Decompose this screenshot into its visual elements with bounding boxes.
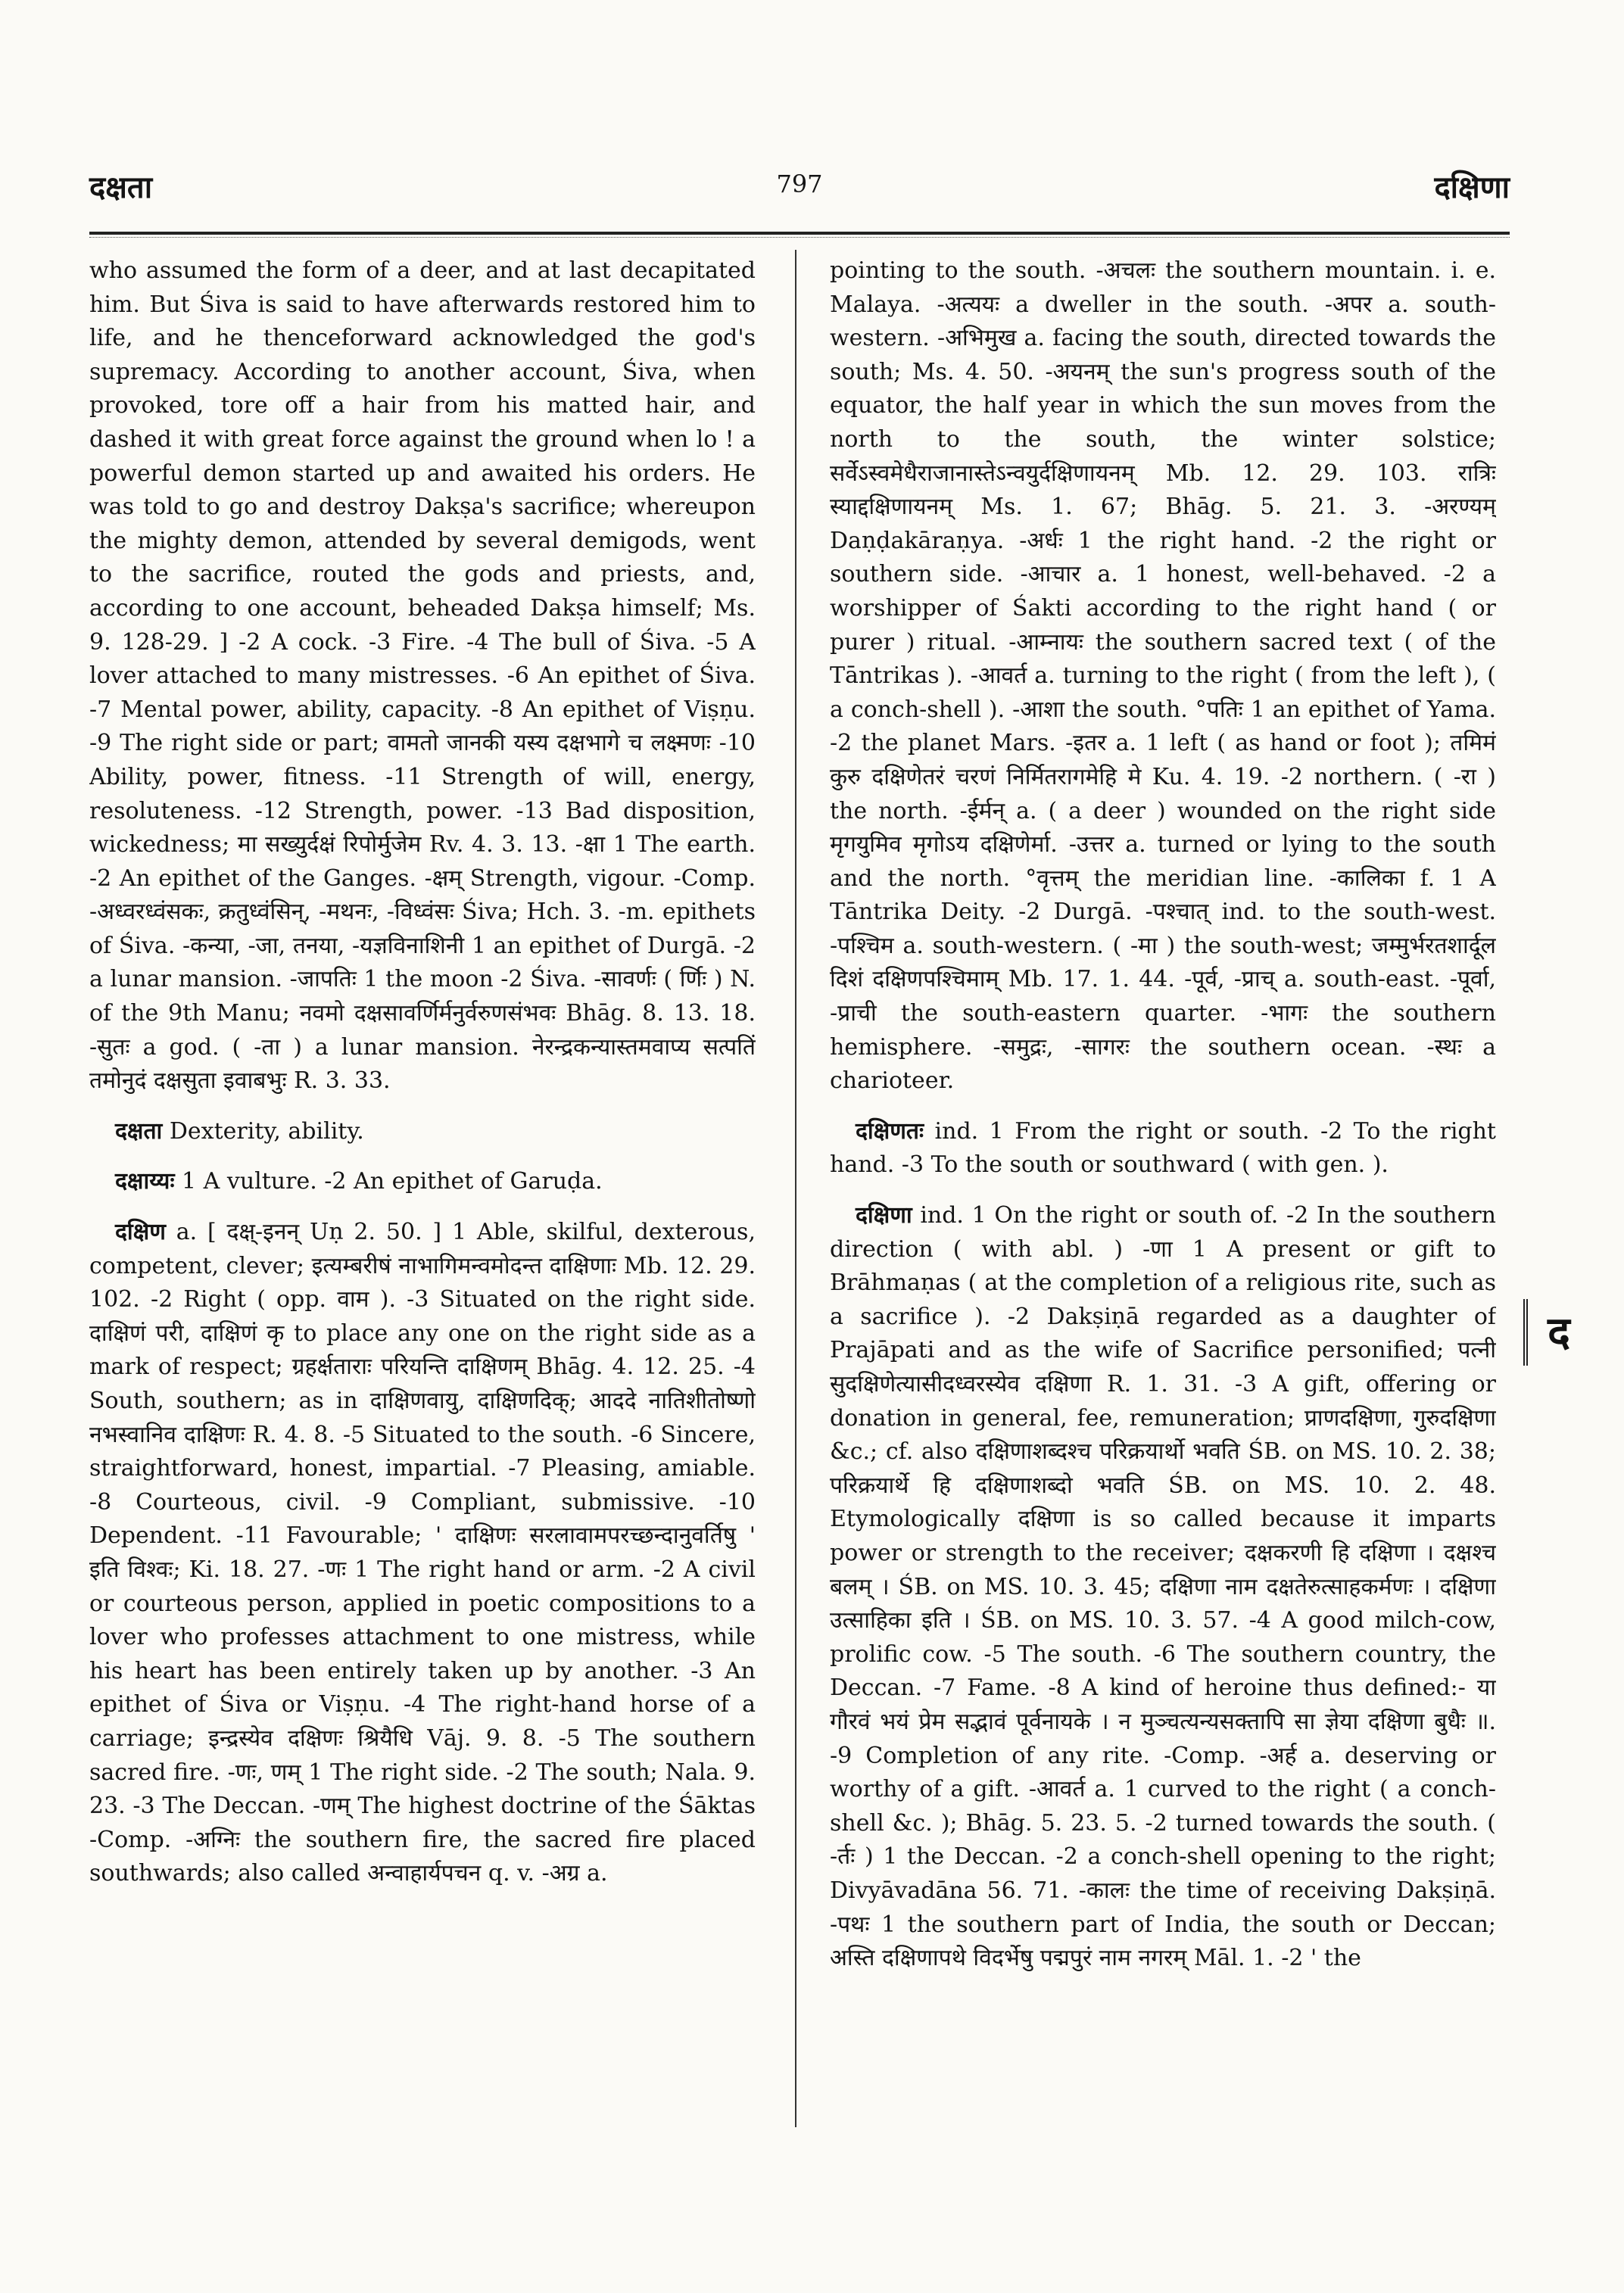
entry-headword: दक्षिणतः: [856, 1117, 924, 1145]
dictionary-entry: [89, 1216, 756, 1891]
dictionary-entry: [89, 1115, 756, 1149]
entry-text: pointing to the south. -अचलः the southern mountain. i. e. Malaya. -अत्ययः a dweller in the south. -अपर a. south-western. -अभिमुख a. facing the south, directed towards the south; Ms. 4. 50. -अयनम् the sun's progress south of the equator, the half year in which the sun moves from the north to the south, the winter solstice; सर्वेऽस्वमेधैराजानास्तेऽन्वयुर्दक्षिणायनम् Mb. 12. 29. 103. रात्रिः स्याद्दक्षिणायनम् Ms. 1. 67; Bhāg. 5. 21. 3. -अरण्यम् Daṇḍakāraṇya. -अर्धः 1 the right hand. -2 the right or southern side. -आचार a. 1 honest, well-behaved. -2 a worshipper of Śakti according to the right hand ( or purer ) ritual. -आम्नायः the southern sacred text ( of the Tāntrikas ). -आवर्त a. turning to the right ( from the left ), ( a conch-shell ). -आशा the south. °पतिः 1 an epithet of Yama. -2 the planet Mars. -इतर a. 1 left ( as hand or foot ); तमिमं कुरु दक्षिणेतरं चरणं निर्मितरागमेहि मे Ku. 4. 19. -2 northern. ( -रा ) the north. -ईर्मन् a. ( a deer ) wounded on the right side मृगयुमिव मृगोऽय दक्षिणेर्मा. -उत्तर a. turned or lying to the south and the north. °वृत्तम् the meridian line. -कालिका f. 1 A Tāntrika Deity. -2 Durgā. -पश्चात् ind. to the south-west. -पश्चिम a. south-western. ( -मा ) the south-west; जम्मुर्भरतशार्दूल दिशं दक्षिणपश्चिमाम् Mb. 17. 1. 44. -पूर्व, -प्राच् a. south-east. -पूर्वा, -प्राची the south-eastern quarter. -भागः the southern hemisphere. -समुद्रः, -सागरः the southern ocean. -स्थः a charioteer.: [830, 257, 1496, 1095]
entry-text: who assumed the form of a deer, and at last decapitated him. But Śiva is said to have afterwards restored him to life, and he thenceforward acknowledged the god's supremacy. According to another account, Śiva, when provoked, tore off a hair from his matted hair, and dashed it with great force against the ground when lo ! a powerful demon started up and awaited his orders. He was told to go and destroy Dakṣa's sacrifice; whereupon the mighty demon, attended by several demigods, went to the sacrifice, routed the gods and priests, and, according to one account, beheaded Dakṣa himself; Ms. 9. 128-29. ] -2 A cock. -3 Fire. -4 The bull of Śiva. -5 A lover attached to many mistresses. -6 An epithet of Śiva. -7 Mental power, ability, capacity. -8 An epithet of Viṣṇu. -9 The right side or part; वामतो जानकी यस्य दक्षभागे च लक्ष्मणः -10 Ability, power, fitness. -11 Strength of will, energy, resoluteness. -12 Strength, power. -13 Bad disposition, wickedness; मा सख्युर्दक्षं रिपोर्मुजेम Rv. 4. 3. 13. -क्षा 1 The earth. -2 An epithet of the Ganges. -क्षम् Strength, vigour. -Comp. -अध्वरध्वंसकः, क्रतुध्वंसिन्, -मथनः, -विध्वंसः Śiva; Hch. 3. -m. epithets of Śiva. -कन्या, -जा, तनया, -यज्ञविनाशिनी 1 an epithet of Durgā. -2 a lunar mansion. -जापतिः 1 the moon -2 Śiva. -सावर्णः ( र्णिः ) N. of the 9th Manu; नवमो दक्षसावर्णिर्मनुर्वरुणसंभवः Bhāg. 8. 13. 18. -सुतः a god. ( -ता ) a lunar mansion. नेरन्द्रकन्यास्तमवाप्य सत्पतिं तमोनुदं दक्षसुता इवाबभुः R. 3. 33.: [89, 257, 756, 1095]
dictionary-entry: [830, 1115, 1496, 1182]
entry-text: 1 A vulture. -2 An epithet of Garuḍa.: [174, 1168, 603, 1195]
right-column: [830, 254, 1496, 2124]
entry-headword: दक्षिण: [115, 1219, 166, 1246]
entry-headword: दक्षाय्यः: [115, 1168, 175, 1195]
header-left-guide-word: दक्षता: [89, 170, 153, 205]
thumb-index-tab: द: [1523, 1299, 1590, 1366]
entry-text: ind. 1 From the right or south. -2 To the right hand. -3 To the south or southward ( with gen. ).: [830, 1117, 1496, 1179]
left-column: [89, 254, 756, 2124]
page-header: [89, 165, 1510, 210]
header-dotted-rule: [89, 237, 1510, 238]
entry-headword: दक्षिणा: [856, 1202, 912, 1229]
entry-text: ind. 1 On the right or south of. -2 In the southern direction ( with abl. ) -णा 1 A present or gift to Brāhmaṇas ( at the completion of a religious rite, such as a sacrifice ). -2 Dakṣiṇā regarded as a daughter of Prajāpati and as the wife of Sacrifice personified; पत्नी सुदक्षिणेत्यासीदध्वरस्येव दक्षिणा R. 1. 31. -3 A gift, offering or donation in general, fee, remuneration; प्राणदक्षिणा, गुरुदक्षिणा &c.; cf. also दक्षिणाशब्दश्च परिक्रयार्थो भवति ŚB. on MS. 10. 2. 38; परिक्रयार्थे हि दक्षिणाशब्दो भवति ŚB. on MS. 10. 2. 48. Etymologically दक्षिणा is so called because it imparts power or strength to the receiver; दक्षकरणी हि दक्षिणा । दक्षश्च बलम् । ŚB. on MS. 10. 3. 45; दक्षिणा नाम दक्षतेरुत्साहकर्मणः । दक्षिणा उत्साहिका इति । ŚB. on MS. 10. 3. 57. -4 A good milch-cow, prolific cow. -5 The south. -6 The southern country, the Deccan. -7 Fame. -8 A kind of heroine thus defined:- या गौरवं भयं प्रेम सद्भावं पूर्वनायके । न मुञ्चत्यन्यसक्तापि सा ज्ञेया दक्षिणा बुधैः ॥. -9 Completion of any rite. -Comp. -अर्ह a. deserving or worthy of a gift. -आवर्त a. 1 curved to the right ( a conch-shell &c. ); Bhāg. 5. 23. 5. -2 turned towards the south. ( -र्तः ) 1 the Deccan. -2 a conch-shell opening to the right; Divyāvadāna 56. 71. -कालः the time of receiving Dakṣiṇā. -पथः 1 the southern part of India, the south or Deccan; अस्ति दक्षिणापथे विदर्भेषु पद्मपुरं नाम नगरम् Māl. 1. -2 ' the: [830, 1202, 1496, 1972]
entry-headword: दक्षता: [115, 1117, 163, 1145]
dictionary-entry: [830, 1199, 1496, 1976]
entry-text: Dexterity, ability.: [162, 1117, 364, 1145]
entry-continuation: [830, 254, 1496, 1098]
header-rule: [89, 232, 1510, 235]
column-divider: [795, 250, 796, 2127]
dictionary-entry: [89, 1165, 756, 1199]
entry-continuation: [89, 254, 756, 1098]
page-number: 797: [776, 170, 823, 198]
entry-text: a. [ दक्ष्-इनन् Uṇ 2. 50. ] 1 Able, skilful, dexterous, competent, clever; इत्यम्बरीषं नाभागिमन्वमोदन्त दाक्षिणाः Mb. 12. 29. 102. -2 Right ( opp. वाम ). -3 Situated on the right side. दाक्षिणं परी, दाक्षिणं कृ to place any one on the right side as a mark of respect; ग्रहर्क्षताराः परियन्ति दाक्षिणम् Bhāg. 4. 12. 25. -4 South, southern; as in दाक्षिणवायु, दाक्षिणदिक्; आददे नातिशीतोष्णो नभस्वानिव दाक्षिणः R. 4. 8. -5 Situated to the south. -6 Sincere, straightforward, honest, impartial. -7 Pleasing, amiable. -8 Courteous, civil. -9 Compliant, submissive. -10 Dependent. -11 Favourable; ' दाक्षिणः सरलावामपरच्छन्दानुवर्तिषु ' इति विश्वः; Ki. 18. 27. -णः 1 The right hand or arm. -2 A civil or courteous person, applied in poetic compositions to a lover who professes attachment to one mistress, while his heart has been entirely taken up by another. -3 An epithet of Śiva or Viṣṇu. -4 The right-hand horse of a carriage; इन्द्रस्येव दक्षिणः श्रियैधि Vāj. 9. 8. -5 The southern sacred fire. -णः, णम् 1 The right side. -2 The south; Nala. 9. 23. -3 The Deccan. -णम् The highest doctrine of the Śāktas -Comp. -अग्निः the southern fire, the sacred fire placed southwards; also called अन्वाहार्यपचन q. v. -अग्र a.: [89, 1219, 756, 1887]
header-right-guide-word: दक्षिणा: [1434, 170, 1510, 205]
